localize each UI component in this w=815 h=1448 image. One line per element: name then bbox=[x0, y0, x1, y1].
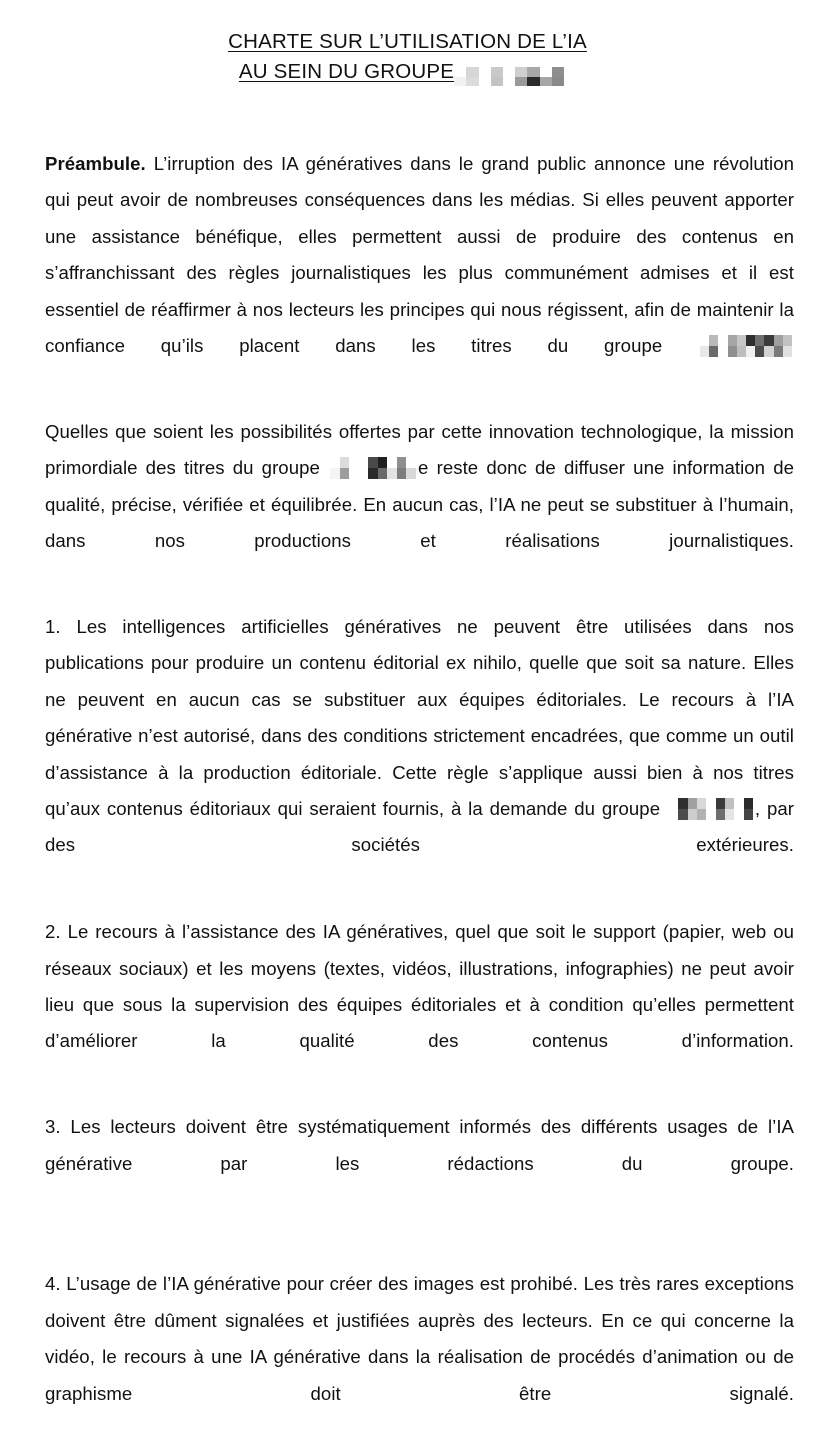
mission-text-after: e reste donc de diffuser une information de qualité, précise, vérifiée et équilibrée. En aucun cas, l’IA ne peut se substituer à l’humain, dans nos productions et réalisations journalistiques. bbox=[45, 457, 794, 552]
redaction-cell bbox=[491, 67, 504, 77]
document-body bbox=[45, 146, 794, 1448]
article-3: 3. Les lecteurs doivent être systématiquement informés des différents usages de l’IA générative par les rédactions du groupe. bbox=[45, 1116, 794, 1174]
redaction-cell bbox=[564, 77, 576, 87]
preamble-body-text: L’irruption des IA génératives dans le grand public annonce une révolution qui peut avoir de nombreuses conséquences dans les médias. Si elles peuvent apporter une assistance bénéfique, elles permettent aussi de produire des contenus en s’affranchissant des règles journalistiques les plus communément admises et il est essentiel de réaffirmer à nos lecteurs les principes qui nous régissent, afin de maintenir la confiance qu’ils placent dans les titres du groupe bbox=[45, 153, 794, 357]
redaction-cell bbox=[378, 468, 388, 479]
redaction-cell bbox=[783, 346, 792, 357]
article-1-text-before: 1. Les intelligences artificielles génératives ne peuvent être utilisées dans nos publications pour produire un contenu éditorial ex nihilo, quelle que soit sa nature. Elles ne peuvent en aucun cas se substituer aux équipes éditoriales. Le recours à l’IA générative n’est autorisé, dans des conditions strictement encadrées, que comme un outil d’assistance à la production éditoriale. Cette règle s’applique aussi bien à nos titres qu’aux contenus éditoriaux qui seraient fournis, à la demande du groupe bbox=[45, 615, 794, 819]
redaction-paragraph2 bbox=[330, 457, 416, 479]
redaction-cell bbox=[503, 67, 516, 77]
article-1-text-after: , par des sociétés extérieures. bbox=[45, 797, 794, 856]
redaction-cell bbox=[564, 67, 576, 77]
title-line-2-text: AU SEIN DU GROUPE bbox=[238, 60, 455, 83]
redaction-cell bbox=[330, 457, 340, 468]
paragraph-spacer bbox=[45, 1096, 794, 1109]
redaction-cell bbox=[503, 77, 516, 87]
redaction-cell bbox=[397, 468, 407, 479]
redaction-cell bbox=[330, 468, 340, 479]
redaction-cell bbox=[515, 77, 528, 87]
redaction-cell bbox=[368, 457, 378, 468]
article-1 bbox=[45, 609, 794, 900]
redaction-cell bbox=[397, 457, 407, 468]
redaction-cell bbox=[527, 67, 540, 77]
paragraph-spacer-large bbox=[45, 1218, 794, 1266]
redaction-cell bbox=[552, 67, 565, 77]
redaction-cell bbox=[387, 457, 397, 468]
title-line-1 bbox=[0, 27, 815, 57]
article-2: 2. Le recours à l’assistance des IA génératives, quel que soit le support (papier, web ou réseaux sociaux) et les moyens (textes, vidéos, illustrations, infographies) ne peut avoir lieu que sous la supervision des équipes éditoriales et à condition qu’elles permettent d’améliorer la qualité des contenus d’information. bbox=[45, 921, 794, 1052]
redaction-cell bbox=[783, 335, 792, 346]
redaction-cell bbox=[491, 77, 504, 87]
redaction-cell bbox=[744, 809, 753, 820]
redaction-cell bbox=[540, 77, 553, 87]
document-title-block bbox=[0, 0, 815, 87]
redaction-cell bbox=[466, 77, 479, 87]
redaction-cell bbox=[349, 468, 359, 479]
paragraph-preamble bbox=[45, 146, 794, 401]
redaction-title bbox=[454, 67, 576, 86]
redaction-cell bbox=[349, 457, 359, 468]
redaction-cell bbox=[515, 67, 528, 77]
paragraph-mission bbox=[45, 414, 794, 596]
redaction-preamble bbox=[700, 335, 792, 357]
redaction-cell bbox=[479, 77, 492, 87]
redaction-cell bbox=[466, 67, 479, 77]
redaction-cell bbox=[527, 77, 540, 87]
article-4: 4. L’usage de l’IA générative pour créer des images est prohibé. Les très rares exceptions doivent être dûment signalées et justifiées auprès des lecteurs. En ce qui concerne la vidéo, le recours à une IA générative dans la réalisation de procédés d’animation ou de graphisme doit être signalé. bbox=[45, 1273, 794, 1404]
title-line-2 bbox=[0, 57, 815, 87]
redaction-cell bbox=[387, 468, 397, 479]
redaction-cell bbox=[406, 457, 416, 468]
redaction-item1 bbox=[669, 798, 753, 820]
redaction-cell bbox=[454, 67, 467, 77]
paragraph-spacer bbox=[45, 900, 794, 914]
redaction-cell bbox=[744, 798, 753, 809]
mission-text-before: Quelles que soient les possibilités offertes par cette innovation technologique, la mission primordiale des titres du groupe bbox=[45, 420, 794, 479]
redaction-cell bbox=[454, 77, 467, 87]
redaction-cell bbox=[540, 67, 553, 77]
redaction-cell bbox=[552, 77, 565, 87]
preamble-lead-label: Préambule. bbox=[45, 153, 146, 174]
title-line-1-text: CHARTE SUR L’UTILISATION DE L’IA bbox=[228, 30, 587, 53]
redaction-cell bbox=[340, 457, 350, 468]
redaction-cell bbox=[378, 457, 388, 468]
redaction-cell bbox=[406, 468, 416, 479]
redaction-cell bbox=[368, 468, 378, 479]
redaction-cell bbox=[359, 468, 369, 479]
paragraph-spacer bbox=[45, 401, 794, 414]
paragraph-spacer bbox=[45, 596, 794, 609]
redaction-cell bbox=[340, 468, 350, 479]
redaction-cell bbox=[479, 67, 492, 77]
redaction-cell bbox=[359, 457, 369, 468]
